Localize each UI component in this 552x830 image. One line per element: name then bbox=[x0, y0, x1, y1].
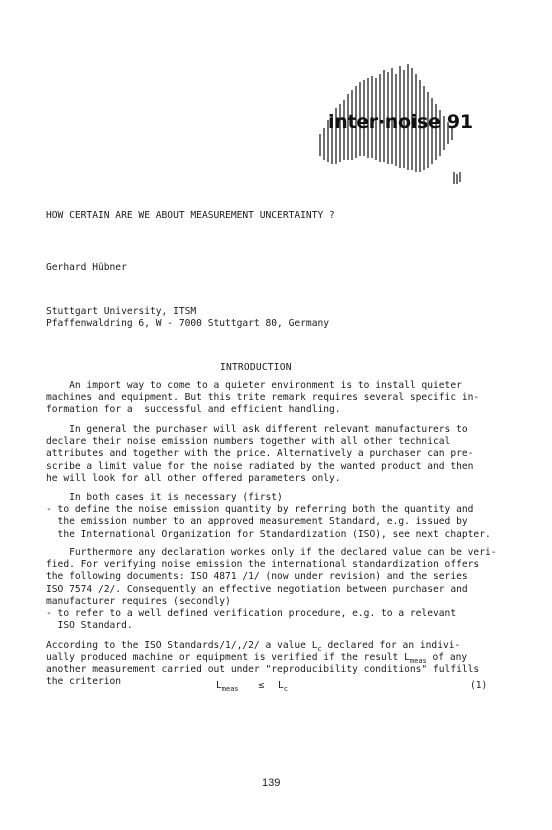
paragraph-2: In general the purchaser will ask different relevant manufacturers to declare their noise emission numbers together with all other technical attributes and together with the price. Alternatively a purchaser can pre- scribe a limit value for the noise radiated by the wanted product and then he will look for all other offered parameters only. bbox=[46, 424, 474, 484]
equation-rhs-subscript: c bbox=[283, 685, 288, 693]
paragraph-5-line-3: another measurement carried out under "reproducibility conditions" fulfills bbox=[46, 664, 480, 675]
equation-number: (1) bbox=[470, 680, 488, 691]
equation-relation: ≤ bbox=[258, 680, 265, 691]
equation-lhs-subscript: meas bbox=[221, 685, 239, 693]
paragraph-5-line-2: ually produced machine or equipment is verified if the result $L_{meas}$ of any bbox=[46, 652, 468, 665]
affiliation-line-2: Pfaffenwaldring 6, W - 7000 Stuttgart 80, Germany bbox=[46, 318, 330, 329]
equation-1 bbox=[216, 680, 288, 692]
paragraph-3: In both cases it is necessary (first) - to define the noise emission quantity by referring both the quantity and the emission number to an approved measurement Standard, e.g. issued by the International Organization for Standardization (ISO), see next chapter. bbox=[46, 492, 491, 540]
paragraph-4: Furthermore any declaration workes only if the declared value can be veri- fied. For verifying noise emission the international standardization offers the following documents: ISO 4871 /1/ (now under revision) and the series ISO 7574 /2/. Consequently an effective negotiation between purchaser and manufacturer requires (secondly) - to refer to a well defined verification procedure, e.g. to a relevant ISO Standard. bbox=[46, 547, 497, 632]
affiliation-line-1: Stuttgart University, ITSM bbox=[46, 306, 197, 317]
logo-text: inter·noise 91 bbox=[328, 111, 473, 133]
paragraph-5-line-4: the criterion bbox=[46, 676, 122, 687]
equation-rhs: L bbox=[277, 680, 284, 691]
paper-title: HOW CERTAIN ARE WE ABOUT MEASUREMENT UNCERTAINTY ? bbox=[46, 210, 335, 221]
paragraph-5-line-1: According to the ISO Standards/1/,/2/ a value $L_c$ declared for an indivi- bbox=[46, 640, 461, 653]
author-name: Gerhard Hübner bbox=[46, 262, 127, 273]
page-number: 139 bbox=[262, 777, 281, 789]
section-heading-introduction: INTRODUCTION bbox=[220, 362, 292, 373]
equation-lhs: L bbox=[216, 680, 222, 691]
paragraph-1: An import way to come to a quieter environment is to install quieter machines and equipment. But this trite remark requires several specific in- formation for a successful and efficient handling. bbox=[46, 380, 480, 416]
conference-logo bbox=[300, 64, 472, 186]
